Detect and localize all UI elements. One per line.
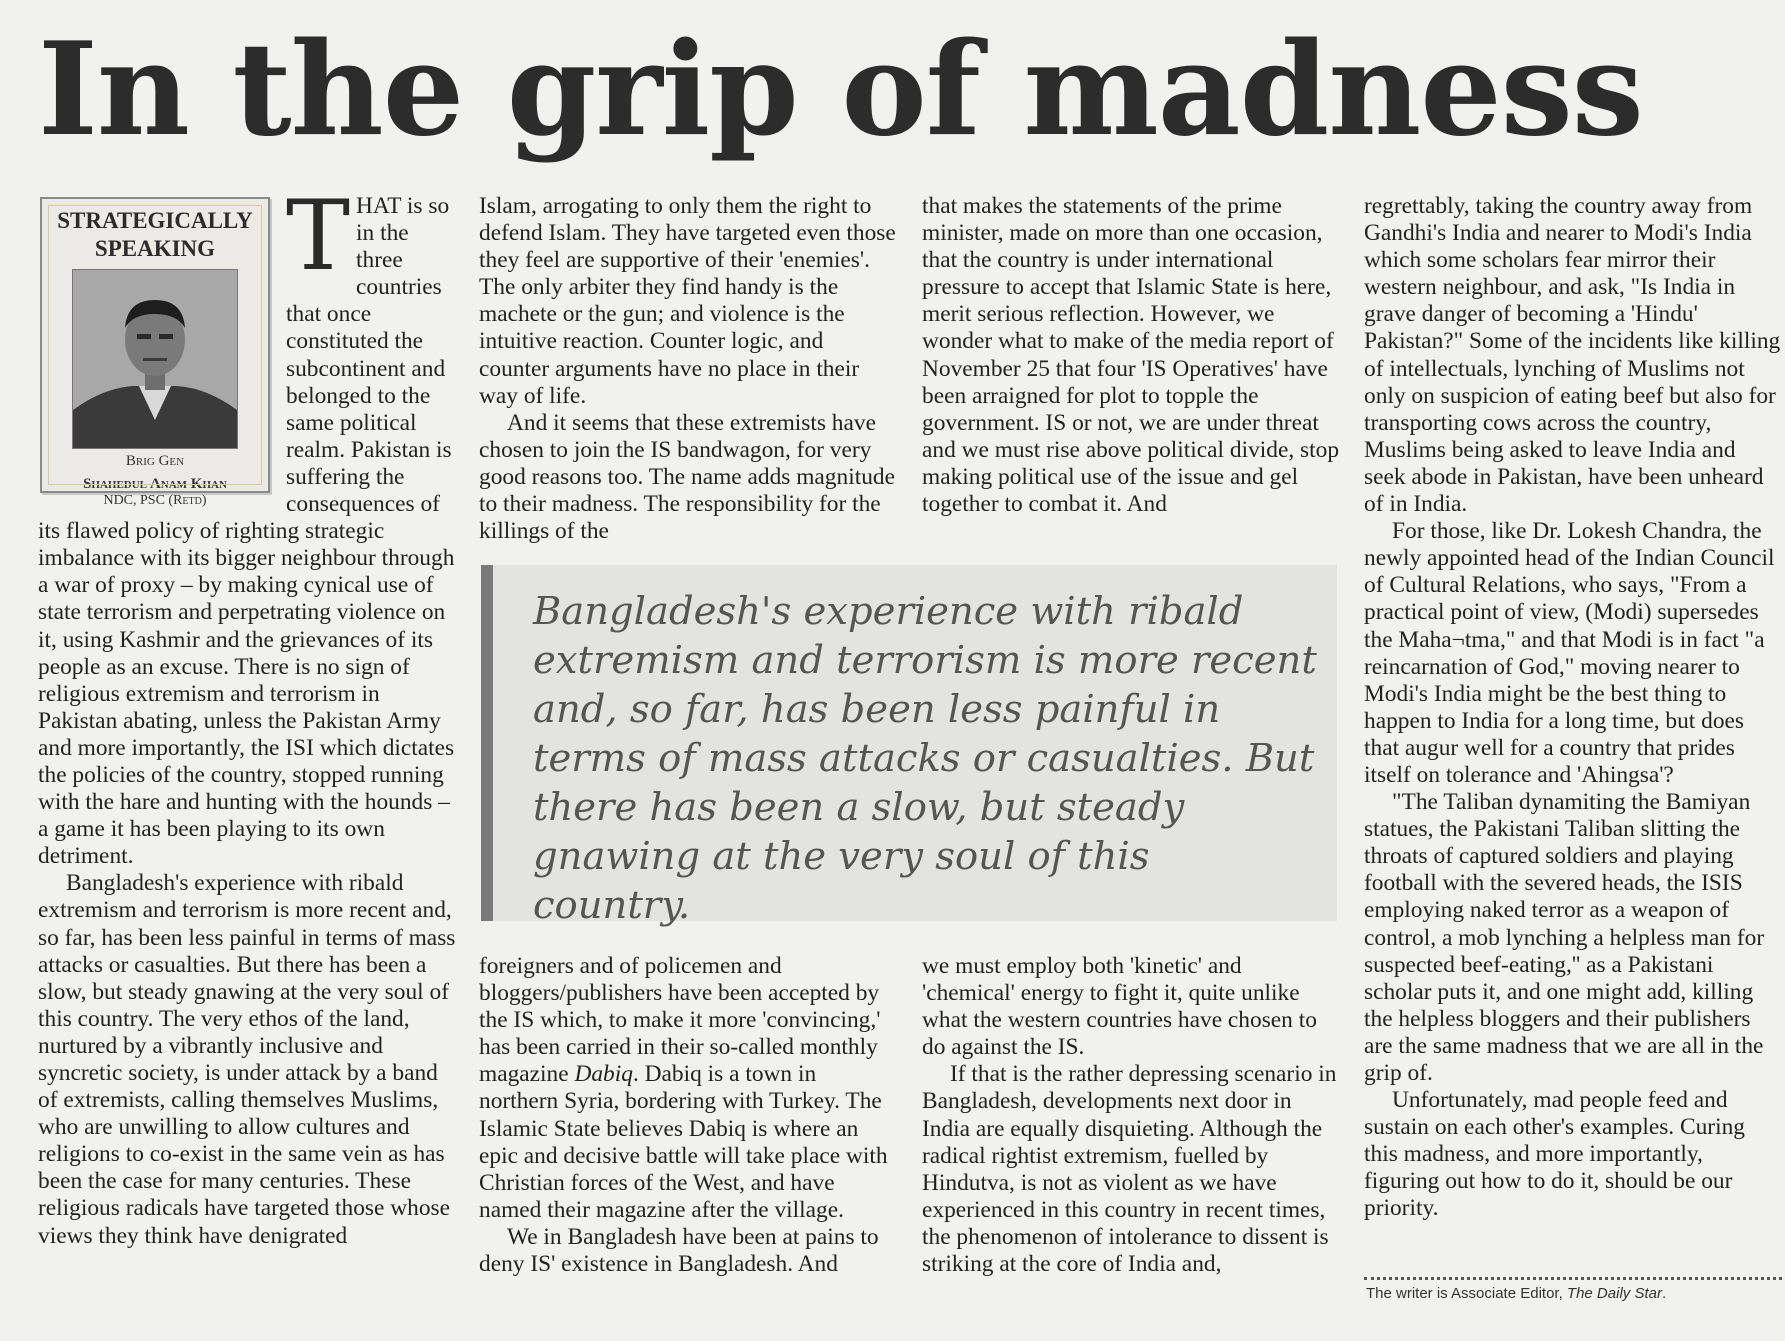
paragraph-text: foreigners and of policemen and bloggers/publishers have been accepted by the IS which, to make it more 'convincing,' has been carried in their so-called monthly magazine <box>479 953 881 1088</box>
author-credentials: NDC, PSC (Retd) <box>103 493 207 508</box>
paragraph: Unfortunately, mad people feed and sustain on each other's examples. Curing this madness, and more importantly, figuring out how to do it, should be our priority. <box>1364 1087 1745 1222</box>
paragraph: For those, like Dr. Lokesh Chandra, the newly appointed head of the Indian Council of Cultural Relations, who says, "From a practical point of view, (Modi) supersedes the Maha¬tma," and that Modi is in fact "a reincarnation of God," moving nearer to Modi's India might be the best thing to happen to India for a long time, but does that augur well for a country that prides itself on tolerance and 'Ahingsa'? <box>1364 518 1775 788</box>
pull-quote-text: Bangladesh's experience with ribald extremism and terrorism is more recent and, so far, has been less painful in terms of mass attacks or casualties. But there has been a slow, but steady gnawing at the very soul of this country. <box>533 589 1317 928</box>
paragraph: If that is the rather depressing scenario in Bangladesh, developments next door in India are equally disquieting. Although the radical rightist extremism, fuelled by Hindutva, is not as violent as we have experienced in this country in recent times, the phenomenon of intolerance to dissent is striking at the core of India and, <box>922 1061 1337 1278</box>
credit-suffix: . <box>1661 1285 1667 1302</box>
column-2-bottom <box>479 953 897 1278</box>
paragraph-text: . Dabiq is a town in northern Syria, bordering with Turkey. The Islamic State believes Dabiq is where an epic and decisive battle will take place with Christian forces of the West, and have named their magazine after the village. <box>479 1061 888 1223</box>
column-2-top <box>479 193 897 545</box>
column-3-bottom <box>922 953 1340 1278</box>
column-4 <box>1364 193 1782 1223</box>
credit-text: The writer is Associate Editor, <box>1366 1285 1567 1302</box>
column-3-top <box>922 193 1340 518</box>
paragraph: We in Bangladesh have been at pains to deny IS' existence in Bangladesh. And <box>479 1223 879 1278</box>
paragraph: that makes the statements of the prime minister, made on more than one occasion, that the country is under international pressure to accept that Islamic State is here, merit serious reflection. However, we wonder what to make of the media report of November 25 that four 'IS Operatives' have been arraigned for plot to topple the government. IS or not, we are under threat and we must rise above political divide, stop making political use of the issue and gel together to combat it. And <box>922 193 1340 518</box>
writer-credit <box>1366 1285 1666 1302</box>
column-name-line-1: STRATEGICALLY <box>57 208 253 233</box>
headline: In the grip of madness <box>38 15 1643 165</box>
author-portrait-icon <box>73 270 237 448</box>
paragraph-text: HAT is so in the three countries that once constituted the subcontinent and belonged to the same political realm. Pakistan is suffering the consequences of its flawed policy of righting strategic imbalance with its bigger neighbour through a war of proxy – by making cynical use of state terrorism and perpetrating violence on it, using Kashmir and the grievances of its people as an excuse. There is no sign of religious extremism and terrorism in Pakistan abating, unless the Pakistan Army and more importantly, the ISI which dictates the policies of the country, stopped running with the hare and hunting with the hounds – a game it has been playing to its own detriment. <box>38 193 455 870</box>
paragraph: And it seems that these extremists have chosen to join the IS bandwagon, for very good reasons too. The name adds magnitude to their madness. The responsibility for the killings of the <box>479 409 895 545</box>
column-1 <box>38 180 456 1250</box>
paragraph: "The Taliban dynamiting the Bamiyan statues, the Pakistani Taliban slitting the throats of captured soldiers and playing football with the severed heads, the ISIS employing naked terror as a weapon of control, a mob lynching a helpless man for suspected beef-eating,'' as a Pakistani scholar puts it, and one might add, killing the helpless bloggers and their publishers are the same madness that we are all in the grip of. <box>1364 789 1765 1086</box>
paragraph: Bangladesh's experience with ribald extremism and terrorism is more recent and, so far, has been less painful in terms of mass attacks or casualties. But there has been a slow, but steady gnawing at the very soul of this country. The very ethos of the land, nurtured by a vibrantly inclusive and syncretic society, is under attack by a band of extremists, calling themselves Muslims, who are unwilling to allow cultures and religions to co-exist in the same vein as has been the case for many centuries. These religious radicals have targeted those whose views they think have denigrated <box>38 870 456 1249</box>
paragraph: we must employ both 'kinetic' and 'chemical' energy to fight it, quite unlike what the western countries have chosen to do against the IS. <box>922 953 1317 1061</box>
column-byline-box <box>40 197 270 508</box>
paragraph <box>479 953 897 1224</box>
paragraph: Islam, arrogating to only them the right to defend Islam. They have targeted even those they feel are supportive of their 'enemies'. The only arbiter they find handy is the machete or the gun; and violence is the intuitive reaction. Counter logic, and counter arguments have no place in their way of life. <box>479 193 896 409</box>
author-name: Shahedul Anam Khan <box>83 476 227 492</box>
magazine-name: Dabiq <box>574 1061 633 1088</box>
dotted-divider <box>1364 1277 1782 1280</box>
newspaper-name: The Daily Star <box>1566 1285 1662 1302</box>
drop-cap: T <box>286 180 351 292</box>
pull-quote <box>481 565 1337 928</box>
author-photo <box>72 269 238 449</box>
paragraph: regrettably, taking the country away from Gandhi's India and nearer to Modi's India which some scholars fear mirror their western neighbour, and ask, "Is India in grave danger of becoming a 'Hindu' Pakistan?" Some of the incidents like killing of intellectuals, lynching of Muslims not only on suspicion of eating beef but also for transporting cows across the country, Muslims being asked to leave India and seek abode in Pakistan, have been unheard of in India. <box>1364 193 1781 518</box>
author-rank: Brig Gen <box>125 453 185 469</box>
column-name-line-2: SPEAKING <box>94 236 216 261</box>
